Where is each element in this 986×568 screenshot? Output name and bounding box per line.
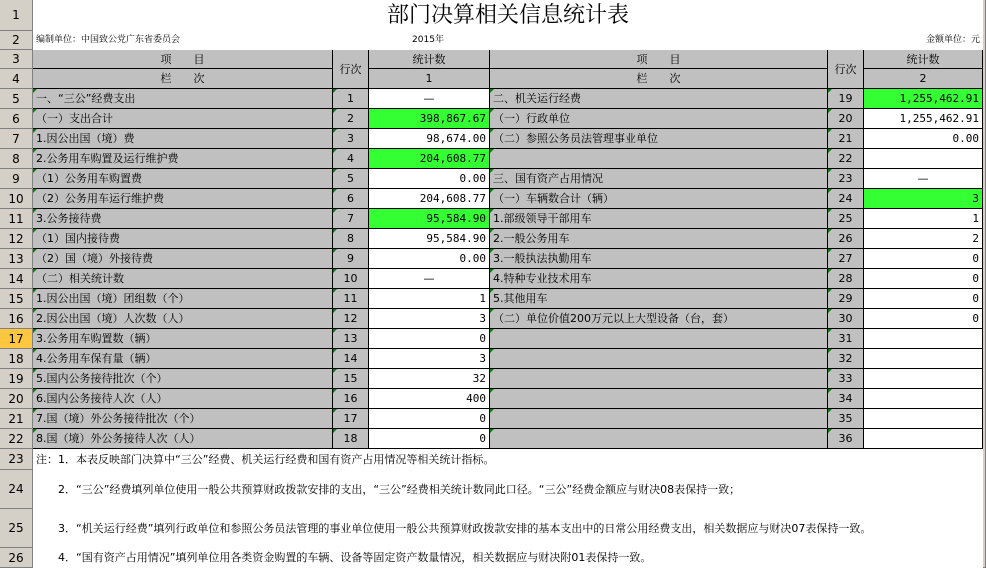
right-line-number[interactable]: 34 bbox=[828, 389, 864, 409]
right-item-label[interactable] bbox=[490, 349, 828, 369]
row-header[interactable]: 14 bbox=[0, 269, 33, 289]
left-item-label[interactable]: 3.公务接待费 bbox=[33, 209, 333, 229]
right-value[interactable] bbox=[864, 369, 983, 389]
note-text[interactable]: 注：1．本表反映部门决算中“三公”经费、机关运行经费和国有资产占用情况等相关统计指标。 bbox=[33, 449, 983, 470]
left-item-label[interactable]: 7.国（境）外公务接待批次（个） bbox=[33, 409, 333, 429]
header-hangci-left[interactable]: 行次 bbox=[333, 50, 369, 89]
left-item-label[interactable]: 2.因公出国（境）人次数（人） bbox=[33, 309, 333, 329]
row-header[interactable]: 24 bbox=[0, 470, 33, 509]
left-value[interactable]: — bbox=[369, 89, 490, 109]
row-header[interactable]: 16 bbox=[0, 309, 33, 329]
header-item-left[interactable]: 项 目 bbox=[33, 50, 333, 69]
left-item-label[interactable]: 8.国（境）外公务接待人次（人） bbox=[33, 429, 333, 449]
note-text[interactable]: 4．“国有资产占用情况”填列单位用各类资金购置的车辆、设备等固定资产数量情况，相关数据应与财决附01表保持一致。 bbox=[33, 548, 983, 568]
left-line-number[interactable]: 13 bbox=[333, 329, 369, 349]
left-value[interactable]: 98,674.00 bbox=[369, 129, 490, 149]
row-header[interactable]: 12 bbox=[0, 229, 33, 249]
right-value[interactable] bbox=[864, 429, 983, 449]
row-header[interactable]: 1 bbox=[0, 0, 33, 31]
right-line-number[interactable]: 25 bbox=[828, 209, 864, 229]
left-line-number[interactable]: 7 bbox=[333, 209, 369, 229]
left-item-label[interactable]: 一、“三公”经费支出 bbox=[33, 89, 333, 109]
left-item-label[interactable]: 5.国内公务接待批次（个） bbox=[33, 369, 333, 389]
right-line-number[interactable]: 21 bbox=[828, 129, 864, 149]
header-lanci-right[interactable]: 栏 次 bbox=[490, 69, 828, 89]
right-line-number[interactable]: 23 bbox=[828, 169, 864, 189]
right-line-number[interactable]: 20 bbox=[828, 109, 864, 129]
left-value[interactable]: 400 bbox=[369, 389, 490, 409]
left-line-number[interactable]: 14 bbox=[333, 349, 369, 369]
left-item-label[interactable]: （二）相关统计数 bbox=[33, 269, 333, 289]
note-text[interactable]: 3．“机关运行经费”填列行政单位和参照公务员法管理的事业单位使用一般公共预算财政拨款安排的基本支出中的日常公用经费支出，相关数据应与财决07表保持一致。 bbox=[33, 509, 983, 548]
right-item-label[interactable]: 4.特种专业技术用车 bbox=[490, 269, 828, 289]
right-line-number[interactable]: 30 bbox=[828, 309, 864, 329]
year-label[interactable]: 2015年 bbox=[333, 31, 523, 50]
left-value[interactable]: 32 bbox=[369, 369, 490, 389]
left-line-number[interactable]: 9 bbox=[333, 249, 369, 269]
left-line-number[interactable]: 17 bbox=[333, 409, 369, 429]
row-header[interactable]: 21 bbox=[0, 409, 33, 429]
header-col1[interactable]: 1 bbox=[369, 69, 490, 89]
left-line-number[interactable]: 8 bbox=[333, 229, 369, 249]
row-header[interactable]: 15 bbox=[0, 289, 33, 309]
left-item-label[interactable]: 2.公务用车购置及运行维护费 bbox=[33, 149, 333, 169]
left-item-label[interactable]: （一）支出合计 bbox=[33, 109, 333, 129]
right-value[interactable]: 0 bbox=[864, 249, 983, 269]
right-line-number[interactable]: 31 bbox=[828, 329, 864, 349]
right-line-number[interactable]: 29 bbox=[828, 289, 864, 309]
left-line-number[interactable]: 3 bbox=[333, 129, 369, 149]
right-value[interactable] bbox=[864, 149, 983, 169]
right-value[interactable]: 0.00 bbox=[864, 129, 983, 149]
left-value[interactable]: 0 bbox=[369, 329, 490, 349]
left-value[interactable]: 0 bbox=[369, 429, 490, 449]
row-header[interactable]: 2 bbox=[0, 31, 33, 50]
row-header[interactable]: 3 bbox=[0, 50, 33, 69]
left-value[interactable]: 0 bbox=[369, 409, 490, 429]
left-item-label[interactable]: （2）国（境）外接待费 bbox=[33, 249, 333, 269]
right-value[interactable]: 2 bbox=[864, 229, 983, 249]
right-line-number[interactable]: 32 bbox=[828, 349, 864, 369]
right-item-label[interactable] bbox=[490, 329, 828, 349]
left-value[interactable]: 95,584.90 bbox=[369, 209, 490, 229]
right-item-label[interactable]: 2.一般公务用车 bbox=[490, 229, 828, 249]
right-line-number[interactable]: 22 bbox=[828, 149, 864, 169]
row-header[interactable]: 23 bbox=[0, 449, 33, 470]
right-item-label[interactable]: （一）行政单位 bbox=[490, 109, 828, 129]
row-header[interactable]: 13 bbox=[0, 249, 33, 269]
row-header[interactable]: 5 bbox=[0, 89, 33, 109]
right-value[interactable]: 0 bbox=[864, 289, 983, 309]
header-stat-right[interactable]: 统计数 bbox=[864, 50, 983, 69]
left-value[interactable]: 0.00 bbox=[369, 249, 490, 269]
left-line-number[interactable]: 16 bbox=[333, 389, 369, 409]
header-lanci-left[interactable]: 栏 次 bbox=[33, 69, 333, 89]
left-item-label[interactable]: （1）国内接待费 bbox=[33, 229, 333, 249]
right-line-number[interactable]: 36 bbox=[828, 429, 864, 449]
right-value[interactable] bbox=[864, 349, 983, 369]
note-text[interactable]: 2．“三公”经费填列单位使用一般公共预算财政拨款安排的支出，“三公”经费相关统计数同此口径。“三公”经费金额应与财决08表保持一致； bbox=[33, 470, 983, 509]
row-header[interactable]: 22 bbox=[0, 429, 33, 449]
right-item-label[interactable] bbox=[490, 389, 828, 409]
left-item-label[interactable]: 3.公务用车购置数（辆） bbox=[33, 329, 333, 349]
page-title[interactable]: 部门决算相关信息统计表 bbox=[33, 0, 983, 31]
left-line-number[interactable]: 10 bbox=[333, 269, 369, 289]
right-line-number[interactable]: 24 bbox=[828, 189, 864, 209]
left-line-number[interactable]: 4 bbox=[333, 149, 369, 169]
right-item-label[interactable]: 1.部级领导干部用车 bbox=[490, 209, 828, 229]
left-line-number[interactable]: 1 bbox=[333, 89, 369, 109]
row-header[interactable]: 20 bbox=[0, 389, 33, 409]
left-line-number[interactable]: 6 bbox=[333, 189, 369, 209]
left-value[interactable]: — bbox=[369, 269, 490, 289]
right-item-label[interactable]: 三、国有资产占用情况 bbox=[490, 169, 828, 189]
currency-label[interactable]: 金额单位：元 bbox=[800, 31, 983, 50]
right-value[interactable] bbox=[864, 409, 983, 429]
right-item-label[interactable] bbox=[490, 429, 828, 449]
header-item-right[interactable]: 项 目 bbox=[490, 50, 828, 69]
right-value[interactable]: 1,255,462.91 bbox=[864, 109, 983, 129]
right-line-number[interactable]: 26 bbox=[828, 229, 864, 249]
left-value[interactable]: 0.00 bbox=[369, 169, 490, 189]
left-value[interactable]: 204,608.77 bbox=[369, 149, 490, 169]
right-item-label[interactable]: （二）单位价值200万元以上大型设备（台，套） bbox=[490, 309, 828, 329]
right-value[interactable]: 0 bbox=[864, 269, 983, 289]
right-value[interactable]: 1 bbox=[864, 209, 983, 229]
left-item-label[interactable]: 1.因公出国（境）团组数（个） bbox=[33, 289, 333, 309]
row-header[interactable]: 11 bbox=[0, 209, 33, 229]
right-item-label[interactable]: （二）参照公务员法管理事业单位 bbox=[490, 129, 828, 149]
right-item-label[interactable]: 二、机关运行经费 bbox=[490, 89, 828, 109]
row-header[interactable]: 8 bbox=[0, 149, 33, 169]
left-item-label[interactable]: （2）公务用车运行维护费 bbox=[33, 189, 333, 209]
left-value[interactable]: 3 bbox=[369, 309, 490, 329]
left-value[interactable]: 3 bbox=[369, 349, 490, 369]
right-line-number[interactable]: 33 bbox=[828, 369, 864, 389]
unit-label[interactable]: 编制单位：中国致公党广东省委员会 bbox=[33, 31, 333, 50]
left-line-number[interactable]: 18 bbox=[333, 429, 369, 449]
left-line-number[interactable]: 5 bbox=[333, 169, 369, 189]
right-value[interactable]: 0 bbox=[864, 309, 983, 329]
row-header[interactable]: 19 bbox=[0, 369, 33, 389]
left-line-number[interactable]: 2 bbox=[333, 109, 369, 129]
row-header[interactable]: 18 bbox=[0, 349, 33, 369]
right-value[interactable]: 1,255,462.91 bbox=[864, 89, 983, 109]
row-header[interactable]: 26 bbox=[0, 548, 33, 568]
left-item-label[interactable]: 6.国内公务接待人次（人） bbox=[33, 389, 333, 409]
right-item-label[interactable]: 3.一般执法执勤用车 bbox=[490, 249, 828, 269]
right-item-label[interactable] bbox=[490, 369, 828, 389]
right-item-label[interactable]: （一）车辆数合计（辆） bbox=[490, 189, 828, 209]
right-line-number[interactable]: 27 bbox=[828, 249, 864, 269]
row-header[interactable]: 17 bbox=[0, 329, 33, 349]
header-hangci-right[interactable]: 行次 bbox=[828, 50, 864, 89]
row-header[interactable]: 4 bbox=[0, 69, 33, 89]
right-line-number[interactable]: 35 bbox=[828, 409, 864, 429]
right-value[interactable]: 3 bbox=[864, 189, 983, 209]
left-value[interactable]: 1 bbox=[369, 289, 490, 309]
right-item-label[interactable] bbox=[490, 409, 828, 429]
right-line-number[interactable]: 19 bbox=[828, 89, 864, 109]
left-line-number[interactable]: 15 bbox=[333, 369, 369, 389]
left-value[interactable]: 95,584.90 bbox=[369, 229, 490, 249]
right-value[interactable] bbox=[864, 389, 983, 409]
right-value[interactable]: — bbox=[864, 169, 983, 189]
header-stat-left[interactable]: 统计数 bbox=[369, 50, 490, 69]
row-header[interactable]: 6 bbox=[0, 109, 33, 129]
right-item-label[interactable] bbox=[490, 149, 828, 169]
row-header[interactable]: 10 bbox=[0, 189, 33, 209]
row-header[interactable]: 7 bbox=[0, 129, 33, 149]
header-col2[interactable]: 2 bbox=[864, 69, 983, 89]
right-line-number[interactable]: 28 bbox=[828, 269, 864, 289]
left-line-number[interactable]: 12 bbox=[333, 309, 369, 329]
left-item-label[interactable]: 4.公务用车保有量（辆） bbox=[33, 349, 333, 369]
row-header[interactable]: 25 bbox=[0, 509, 33, 548]
right-value[interactable] bbox=[864, 329, 983, 349]
left-value[interactable]: 398,867.67 bbox=[369, 109, 490, 129]
left-item-label[interactable]: （1）公务用车购置费 bbox=[33, 169, 333, 189]
right-item-label[interactable]: 5.其他用车 bbox=[490, 289, 828, 309]
left-line-number[interactable]: 11 bbox=[333, 289, 369, 309]
left-value[interactable]: 204,608.77 bbox=[369, 189, 490, 209]
row-header[interactable]: 9 bbox=[0, 169, 33, 189]
left-item-label[interactable]: 1.因公出国（境）费 bbox=[33, 129, 333, 149]
